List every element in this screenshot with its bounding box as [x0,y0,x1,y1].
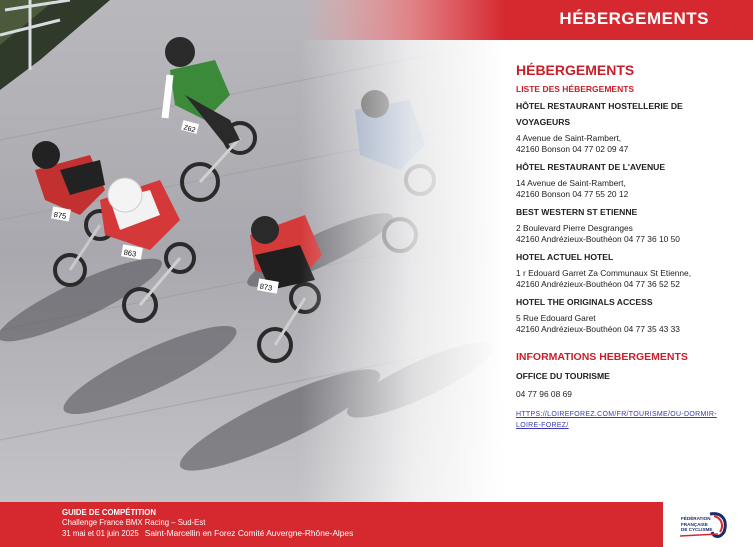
footer-text [62,508,353,539]
footer-place: Saint-Marcellin en Forez Comité Auvergne-Rhône-Alpes [144,528,354,538]
section-title: HÉBERGEMENTS [516,62,635,78]
logo-line: FRANÇAISE [681,521,708,527]
address-line: 42160 Andrézieux-Bouthéon 04 77 36 10 50 [516,234,680,244]
hotel-address [516,133,746,155]
hotel-name: HOTEL ACTUEL HOTEL [516,252,614,262]
tourism-link[interactable] [516,409,746,431]
plate-number: 873 [259,281,273,293]
footer-diagonal [640,502,663,547]
tourism-office-phone: 04 77 96 08 69 [516,389,572,399]
plate-number: 875 [53,209,67,221]
hotel-entry [516,294,746,335]
hotel-entry [516,204,746,245]
plate-number: Z62 [182,124,197,135]
address-line: 14 Avenue de Saint-Rambert, [516,178,626,188]
header-band-fade [300,0,505,40]
hotel-address [516,268,746,290]
address-line: 4 Avenue de Saint-Rambert, [516,133,622,143]
logo-line: DE CYCLISME [681,527,713,532]
address-line: 2 Boulevard Pierre Desgranges [516,223,633,233]
link-line[interactable]: HTTPS://LOIREFOREZ.COM/FR/TOURISME/OU-DORMIR- [516,411,717,418]
hotel-name: HÔTEL RESTAURANT DE L'AVENUE [516,162,666,172]
hotel-name-line: HÔTEL RESTAURANT HOSTELLERIE DE [516,101,683,111]
link-line[interactable]: LOIRE-FOREZ/ [516,422,569,429]
address-line: 42160 Bonson 04 77 55 20 12 [516,189,629,199]
hotel-name: HOTEL THE ORIGINALS ACCESS [516,297,653,307]
list-title: LISTE DES HÉBERGEMENTS [516,84,635,94]
address-line: 42160 Andrézieux-Bouthéon 04 77 36 52 52 [516,279,680,289]
photo-fade [300,0,505,502]
footer-dates: 31 mai et 01 juin 2025 [62,529,139,538]
hotel-entry [516,249,746,290]
address-line: 1 r Edouard Garret Za Communaux St Etienne, [516,268,692,278]
logo-line: FÉDÉRATION [681,516,711,521]
info-title: INFORMATIONS HEBERGEMENTS [516,351,688,363]
address-line: 42160 Bonson 04 77 02 09 47 [516,144,629,154]
ffc-logo-text [681,516,712,533]
hotel-name-line: VOYAGEURS [516,117,571,127]
hotel-entry [516,159,746,200]
hotel-entry [516,98,746,155]
footer-dates-line [62,528,353,539]
address-line: 5 Rue Edouard Garet [516,313,596,323]
accommodation-content [516,62,746,431]
hotel-name [516,98,746,130]
footer-event: Challenge France BMX Racing – Sud-Est [62,518,206,527]
hotel-name: BEST WESTERN ST ETIENNE [516,207,638,217]
hotel-address [516,178,746,200]
hotel-address [516,223,746,245]
page-header-title: HÉBERGEMENTS [559,9,709,28]
plate-number: 863 [123,247,137,259]
address-line: 42160 Andrézieux-Bouthéon 04 77 35 43 33 [516,324,680,334]
footer-guide-title: GUIDE DE COMPÉTITION [62,508,157,517]
tourism-office-name: OFFICE DU TOURISME [516,371,610,381]
hotel-address [516,313,746,335]
